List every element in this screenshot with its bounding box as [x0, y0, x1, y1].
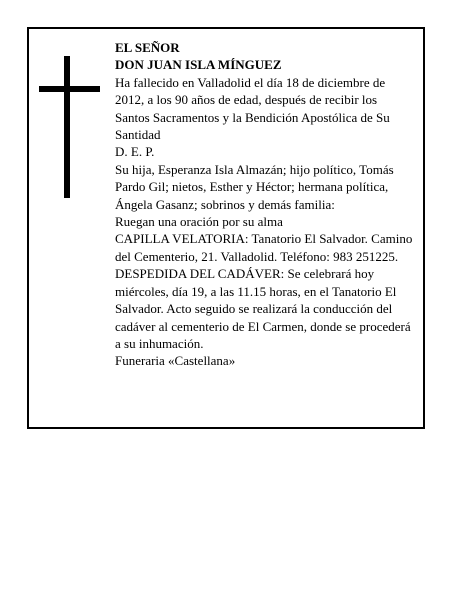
funeral-home: Funeraria «Castellana» — [115, 353, 236, 369]
family-list: Su hija, Esperanza Isla Almazán; hijo político, Tomás Pardo Gil; nietos, Esther y Héctor; hermana política, Ángela Gasanz; sobrinos y demás familia: — [115, 161, 394, 212]
prayer-request: Ruegan una oración por su alma — [115, 214, 283, 230]
farewell-info: DESPEDIDA DEL CADÁVER: Se celebrará hoy miércoles, día 19, a las 11.15 horas, en el Tanatorio El Salvador. Acto seguido se realizará la conducción del cadáver al cementerio de El Carmen, donde se procederá a su inhumación. — [115, 266, 411, 351]
cross-horizontal-bar — [39, 86, 100, 92]
notice-text — [115, 39, 413, 370]
obituary-notice — [27, 27, 425, 429]
chapel-info: CAPILLA VELATORIA: Tanatorio El Salvador. Camino del Cementerio, 21. Valladolid. Teléfono: 983 251225. — [115, 231, 413, 264]
rip-line: D. E. P. — [115, 144, 155, 160]
cross-vertical-bar — [64, 56, 70, 198]
deceased-name: DON JUAN ISLA MÍNGUEZ — [115, 57, 282, 73]
death-statement: Ha fallecido en Valladolid el día 18 de diciembre de 2012, a los 90 años de edad, después de recibir los Santos Sacramentos y la Bendición Apostólica de Su Santidad — [115, 74, 390, 143]
notice-heading-title: EL SEÑOR — [115, 40, 180, 55]
latin-cross-icon — [39, 56, 100, 198]
